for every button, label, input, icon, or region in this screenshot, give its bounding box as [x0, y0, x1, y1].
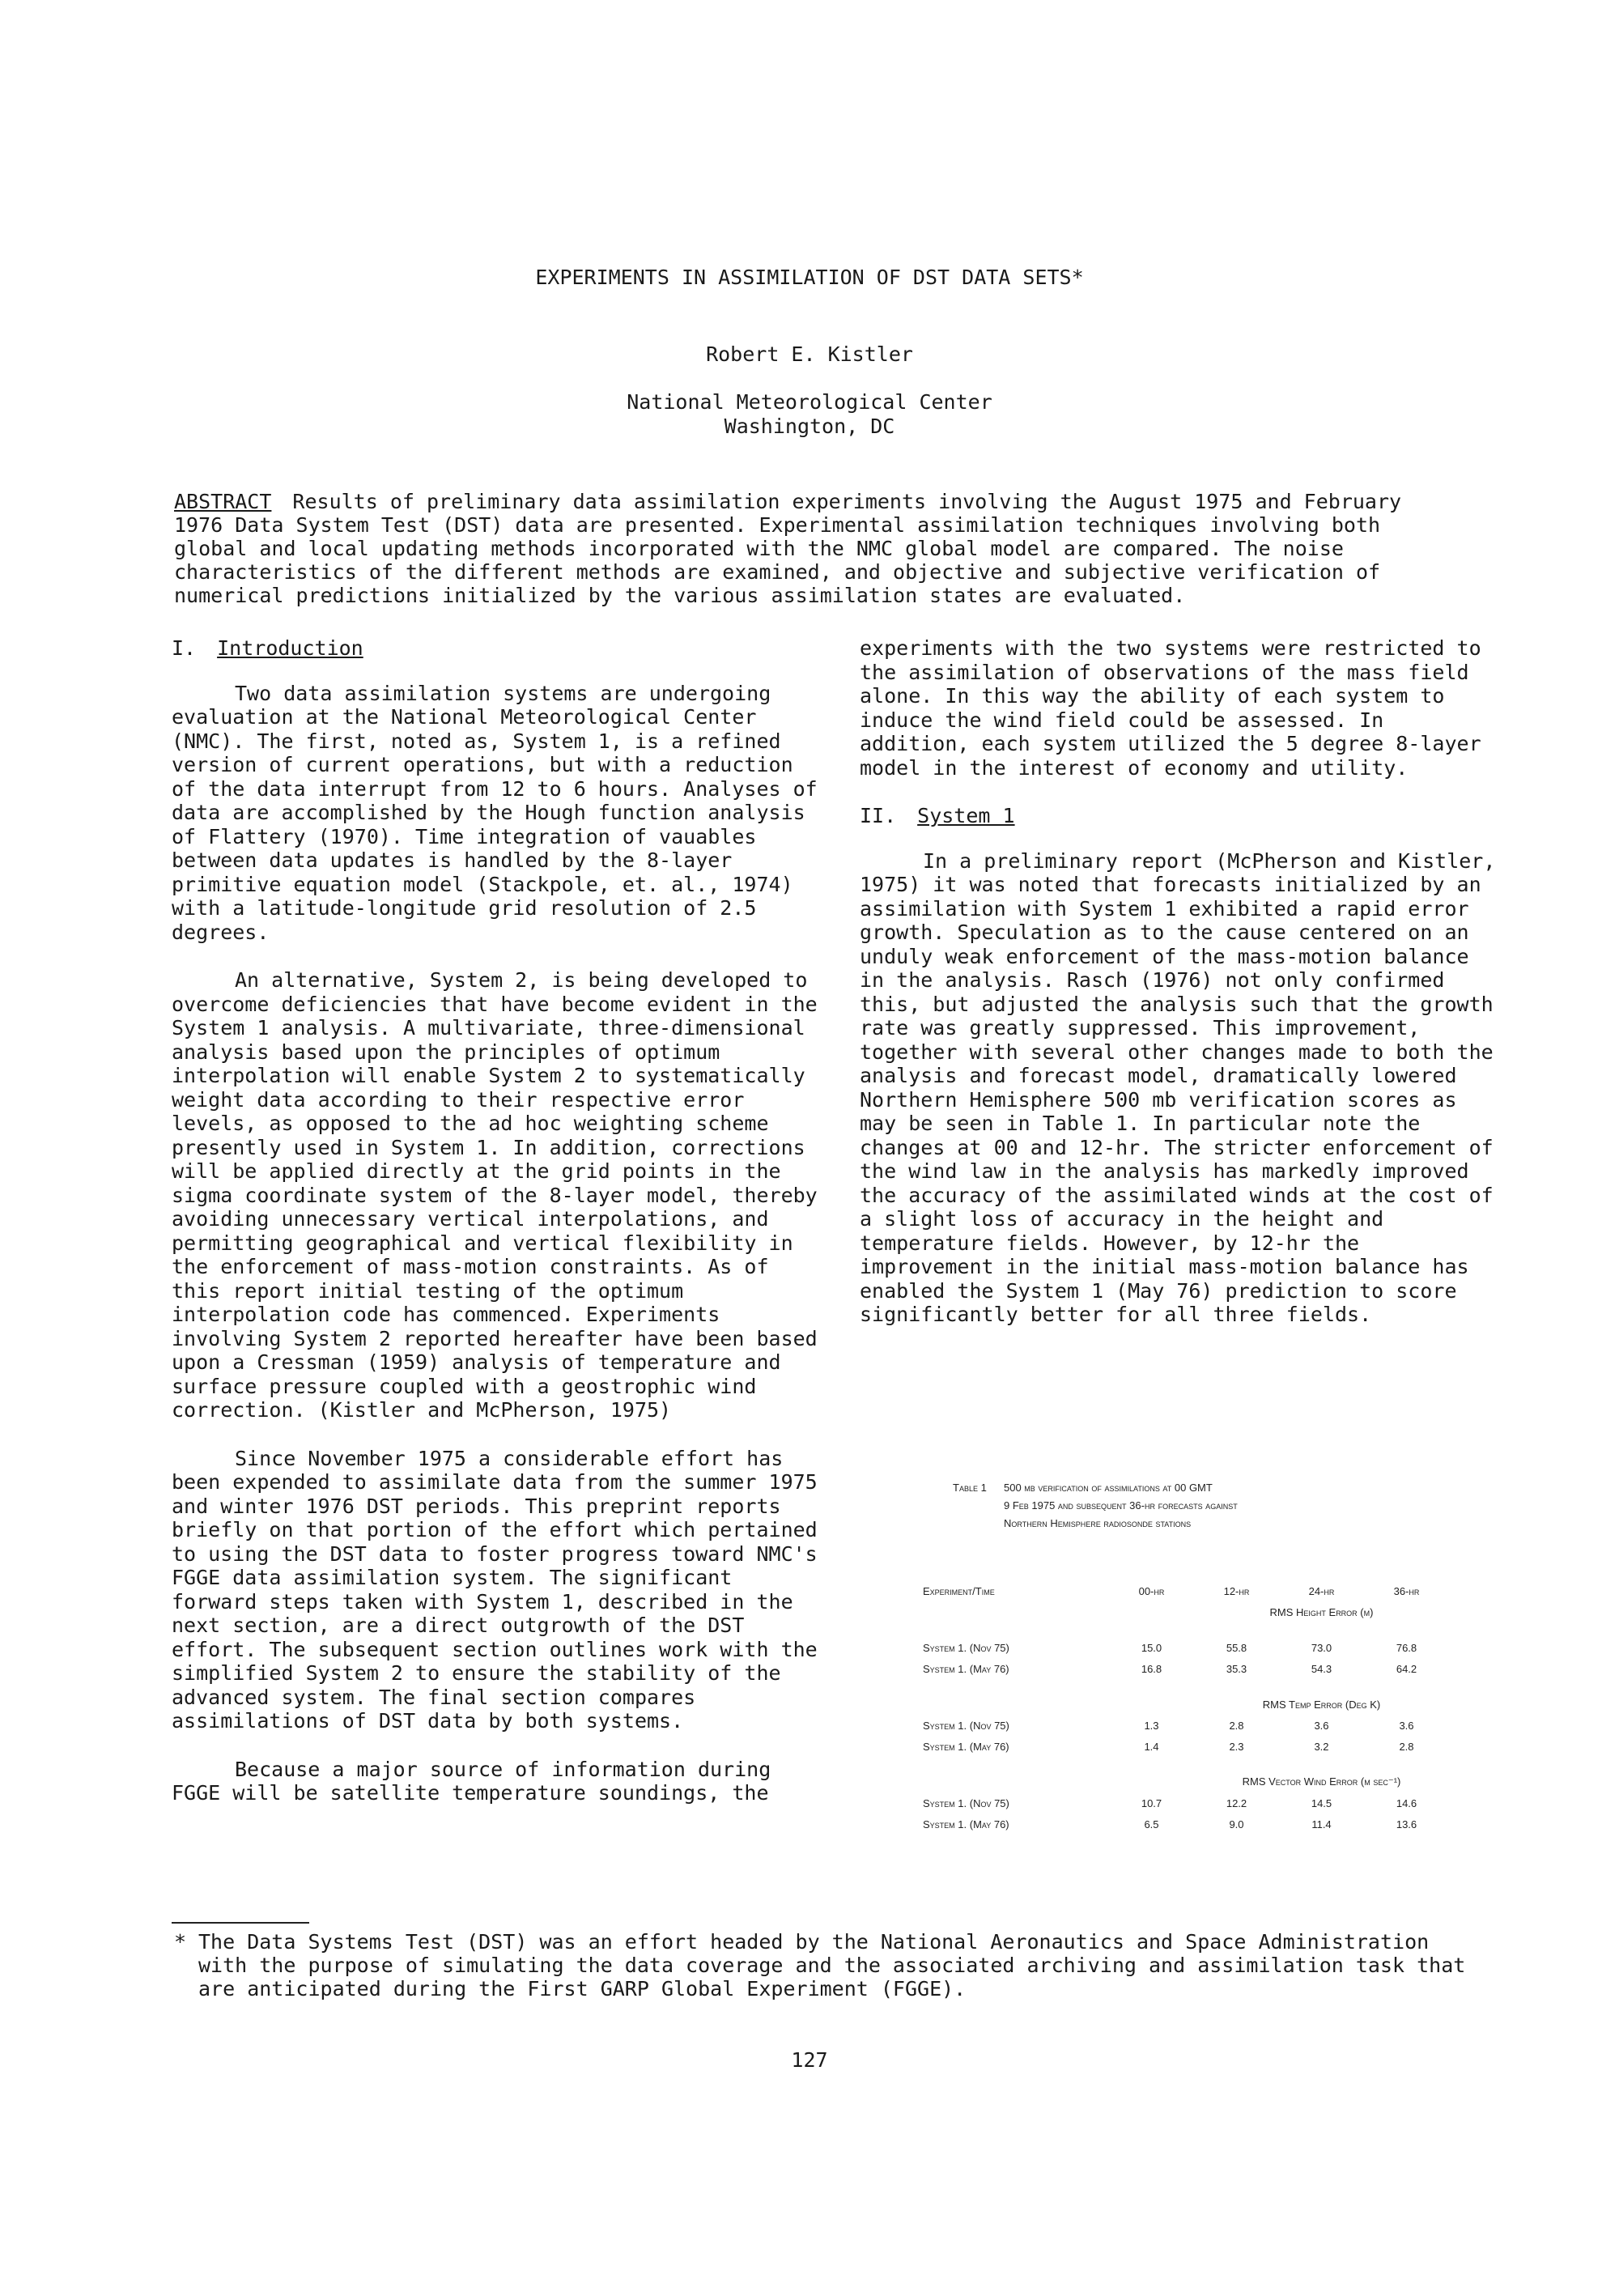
- table-cell: 1.4: [1144, 1740, 1159, 1753]
- table-cell: 35.3: [1226, 1662, 1247, 1675]
- row-label: System 1. (May 76): [923, 1662, 1009, 1675]
- row-label: System 1. (May 76): [923, 1740, 1009, 1753]
- abstract-text: Results of preliminary data assimilation experiments involving the August 1975 and February 1976 Data System Test (DST) data are presented. Experimental assimilation techniques involving both global and local updating methods incorporated with the NMC global model are compared. The noise characteristics of the different methods are examined, and objective and subjective verification of numerical predictions initialized by the various assimilation states are evaluated.: [174, 490, 1402, 607]
- table-1: [923, 1475, 1449, 1830]
- page-number: 127: [791, 2048, 828, 2072]
- header-cell: 00-hr: [1138, 1584, 1165, 1597]
- table-header-row: [923, 1580, 1449, 1601]
- table-cell: 3.6: [1399, 1719, 1414, 1732]
- right-column: [860, 636, 1499, 1351]
- footnote-text: The Data Systems Test (DST) was an effort headed by the National Aeronautics and Space Administration with the purpose of simulating the data coverage and the associated archiving and assimilation task that are anticipated during the First GARP Global Experiment (FGGE).: [198, 1930, 1466, 2000]
- affiliation-line-2: Washington, DC: [724, 415, 895, 438]
- table-cell: 54.3: [1311, 1662, 1332, 1675]
- left-column: [172, 636, 819, 1830]
- table-row: [923, 1792, 1449, 1813]
- header-cell: 36-hr: [1393, 1584, 1420, 1597]
- footnote-rule: [172, 1922, 309, 1924]
- table-cell: 14.5: [1311, 1796, 1332, 1809]
- intro-paragraph-2: An alternative, System 2, is being developed to overcome deficiencies that have become evident in the System 1 analysis. A multivariate, three-dimensional analysis based upon the principles of optimum interpolation will enable System 2 to systematically weight data according to their respective error levels, as opposed to the ad hoc weighting scheme presently used in System 1. In addition, corrections will be applied directly at the grid points in the sigma coordinate system of the 8-layer model, thereby avoiding unnecessary vertical interpolations, and permitting geographical and vertical flexibility in the enforcement of mass-motion constraints. As of this report initial testing of the optimum interpolation code has commenced. Experiments involving System 2 reported hereafter have been based upon a Cressman (1959) analysis of temperature and surface pressure coupled with a geostrophic wind correction. (Kistler and McPherson, 1975): [172, 968, 818, 1422]
- intro-paragraph-4-continued: experiments with the two systems were restricted to the assimilation of observations of the mass field alone. In this way the ability of each system to induce the wind field could be assessed. In addition, each system utilized the 5 degree 8-layer model in the interest of economy and utility.: [860, 636, 1481, 780]
- intro-paragraph-4: Because a major source of information during FGGE will be satellite temperature soundings, the: [172, 1757, 771, 1805]
- group-title: RMS Height Error (m): [1269, 1605, 1374, 1618]
- group-title: RMS Temp Error (Deg K): [1262, 1698, 1381, 1711]
- abstract: [174, 490, 1461, 607]
- table-cell: 76.8: [1396, 1641, 1417, 1654]
- header-cell: Experiment/Time: [923, 1584, 995, 1597]
- table-cell: 16.8: [1141, 1662, 1162, 1675]
- paper-title: EXPERIMENTS IN ASSIMILATION OF DST DATA SETS*: [535, 266, 1084, 289]
- table-row: [923, 1715, 1449, 1736]
- section-title: Introduction: [217, 636, 363, 660]
- verification-table: [923, 1580, 1449, 1835]
- intro-paragraph-1: Two data assimilation systems are undergoing evaluation at the National Meteorological Center (NMC). The first, noted as, System 1, is a refined version of current operations, but with a reduction of the data interrupt from 12 to 6 hours. Analyses of data are accomplished by the Hough function analysis of Flattery (1970). Time integration of vauables between data updates is handled by the 8-layer primitive equation model (Stackpole, et. al., 1974) with a latitude-longitude grid resolution of 2.5 degrees.: [172, 681, 818, 944]
- table-cell: 2.8: [1399, 1740, 1414, 1753]
- table-cell: 12.2: [1226, 1796, 1247, 1809]
- section-heading-introduction: [172, 636, 819, 661]
- group-title-row: [923, 1771, 1449, 1792]
- table-cell: 11.4: [1311, 1818, 1332, 1830]
- table-row: [923, 1736, 1449, 1757]
- group-title-row: [923, 1694, 1449, 1715]
- table-caption: [923, 1475, 1449, 1529]
- section-title: System 1: [917, 804, 1015, 827]
- header-cell: 12-hr: [1223, 1584, 1250, 1597]
- footnote-marker: *: [174, 1930, 187, 1954]
- system1-paragraph: In a preliminary report (McPherson and Kistler, 1975) it was noted that forecasts initialized by an assimilation with System 1 exhibited a rapid error growth. Speculation as to the cause centered on an unduly weak enforcement of the mass-motion balance in the analysis. Rasch (1976) not only confirmed this, but adjusted the analysis such that the growth rate was greatly suppressed. This improvement, together with several other changes made to both the analysis and forecast model, dramatically lowered Northern Hemisphere 500 mb verification scores as may be seen in Table 1. In particular note the changes at 00 and 12-hr. The stricter enforcement of the wind law in the analysis has markedly improved the accuracy of the assimilated winds at the cost of a slight loss of accuracy in the height and temperature fields. However, by 12-hr the improvement in the initial mass-motion balance has enabled the System 1 (May 76) prediction to score significantly better for all three fields.: [860, 848, 1496, 1326]
- table-cell: 6.5: [1144, 1818, 1159, 1830]
- affiliation-line-1: National Meteorological Center: [627, 390, 992, 414]
- row-label: System 1. (May 76): [923, 1818, 1009, 1830]
- table-cell: 1.3: [1144, 1719, 1159, 1732]
- table-caption-line-1: 500 mb verification of assimilations at 00 GMT: [1004, 1482, 1213, 1494]
- row-label: System 1. (Nov 75): [923, 1719, 1009, 1732]
- table-cell: 73.0: [1311, 1641, 1332, 1654]
- footnote: [174, 1930, 1469, 2000]
- section-heading-system-1: [860, 804, 1499, 828]
- table-cell: 13.6: [1396, 1818, 1417, 1830]
- table-cell: 2.8: [1229, 1719, 1244, 1732]
- group-title-row: [923, 1601, 1449, 1622]
- table-cell: 64.2: [1396, 1662, 1417, 1675]
- header-cell: 24-hr: [1308, 1584, 1335, 1597]
- section-number: II.: [860, 804, 897, 827]
- table-row: [923, 1637, 1449, 1658]
- intro-paragraph-3: Since November 1975 a considerable effort has been expended to assimilate data from the summer 1975 and winter 1976 DST periods. This preprint reports briefly on that portion of the effort which pertained to using the DST data to foster progress toward NMC's FGGE data assimilation system. The significant forward steps taken with System 1, described in the next section, are a direct outgrowth of the DST effort. The subsequent section outlines work with the simplified System 2 to ensure the stability of the advanced system. The final section compares assimilations of DST data by both systems.: [172, 1446, 818, 1733]
- row-label: System 1. (Nov 75): [923, 1641, 1009, 1654]
- table-caption-line-3: Northern Hemisphere radiosonde stations: [1004, 1517, 1192, 1529]
- table-caption-line-2: 9 Feb 1975 and subsequent 36-hr forecasts against: [1004, 1499, 1238, 1512]
- table-row: [923, 1813, 1449, 1835]
- table-cell: 9.0: [1229, 1818, 1244, 1830]
- author-name: Robert E. Kistler: [706, 342, 913, 366]
- abstract-label: ABSTRACT: [174, 490, 272, 513]
- table-cell: 3.2: [1314, 1740, 1329, 1753]
- table-cell: 2.3: [1229, 1740, 1244, 1753]
- table-cell: 14.6: [1396, 1796, 1417, 1809]
- table-row: [923, 1658, 1449, 1679]
- group-title: RMS Vector Wind Error (m sec⁻¹): [1242, 1775, 1401, 1788]
- table-cell: 55.8: [1226, 1641, 1247, 1654]
- section-number: I.: [172, 636, 197, 660]
- table-cell: 15.0: [1141, 1641, 1162, 1654]
- table-cell: 3.6: [1314, 1719, 1329, 1732]
- row-label: System 1. (Nov 75): [923, 1796, 1009, 1809]
- table-label: Table 1: [953, 1482, 987, 1494]
- table-cell: 10.7: [1141, 1796, 1162, 1809]
